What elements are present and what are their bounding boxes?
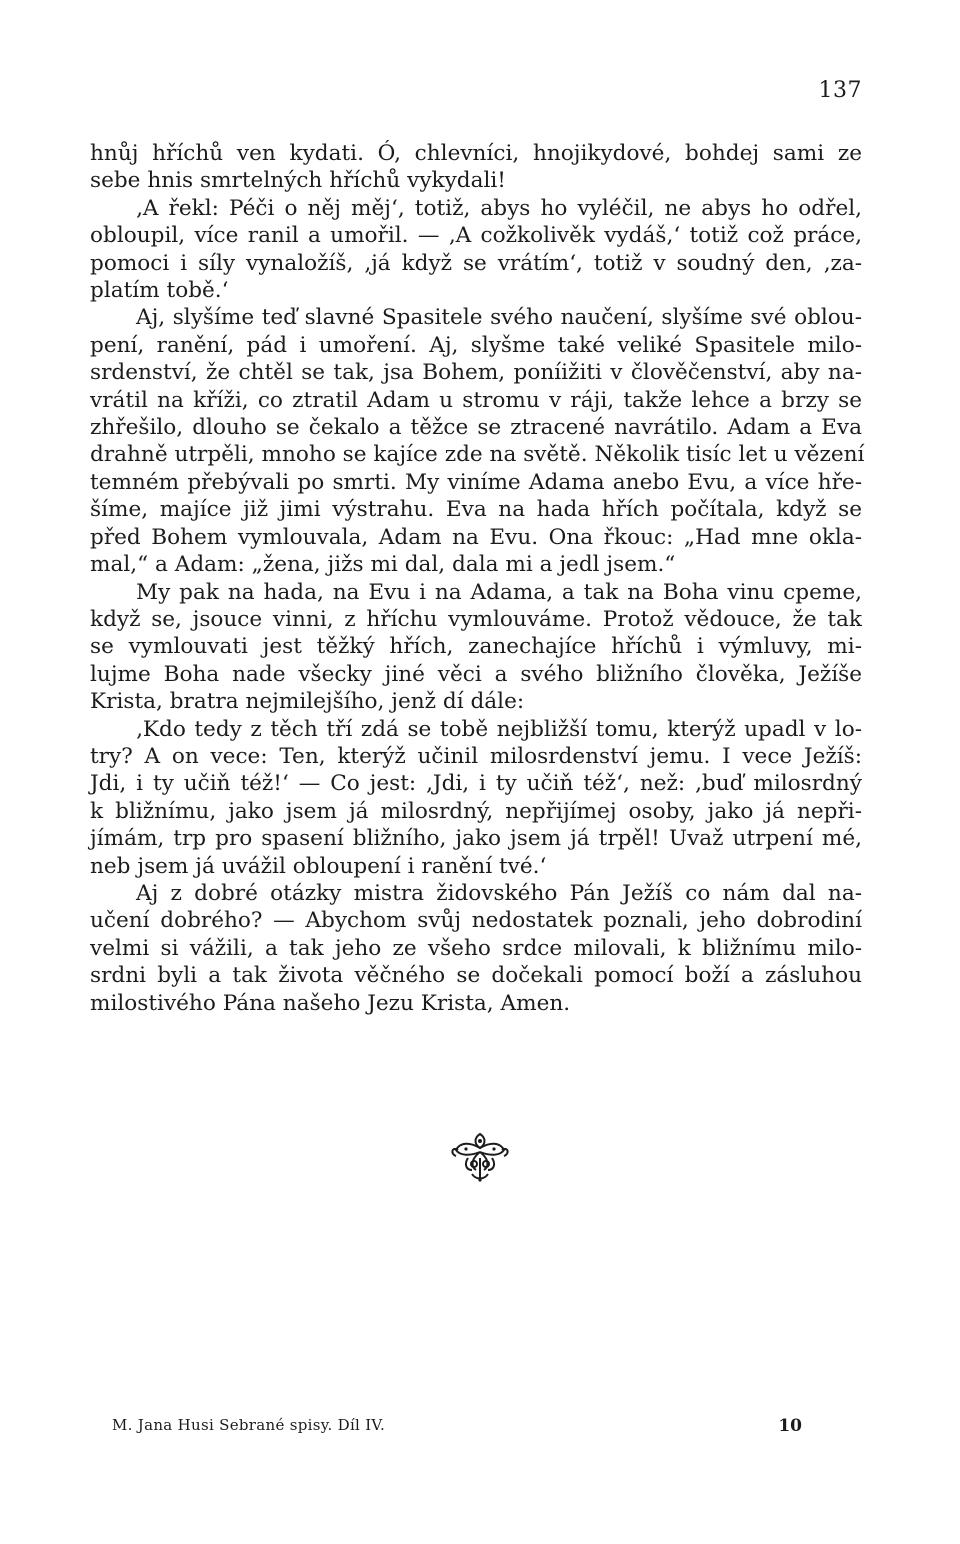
text-line: se vymlouvati jest těžký hřích, zanechajíce hříchů i výmluvy, mi-: [90, 634, 862, 660]
text-line: šíme, majíce již jimi výstrahu. Eva na hada hřích počítala, když se: [90, 497, 862, 523]
text-line: Krista, bratra nejmilejšího, jenž dí dále:: [90, 689, 525, 715]
text-line: pení, ranění, pád i umoření. Aj, slyšme také veliké Spasitele milo-: [90, 332, 862, 358]
text-line: neb jsem já uvážil obloupení i ranění tvé.‘: [90, 853, 547, 879]
text-line: pomoci i síly vynaložíš, ‚já když se vrátím‘, totiž v soudný den, ‚za-: [90, 250, 862, 276]
text-line: učení dobrého? — Abychom svůj nedostatek poznali, jeho dobrodiní: [90, 908, 862, 934]
text-line: milostivého Pána našeho Jezu Krista, Amen.: [90, 990, 571, 1016]
footer-sheet-number: 10: [778, 1416, 802, 1436]
text-line: když se, jsouce vinni, z hříchu vymlouváme. Protož vědouce, že tak: [90, 606, 862, 632]
paragraph: [90, 880, 862, 1017]
text-line: vrátil na kříži, co ztratil Adam u stromu v ráji, takže lehce a brzy se: [90, 387, 862, 413]
text-line: obloupil, více ranil a umořil. — ‚A cožkolivěk vydáš,‘ totiž což práce,: [90, 223, 862, 249]
text-line: lujme Boha nade všecky jiné věci a svého bližního člověka, Ježíše: [90, 661, 862, 687]
paragraph: [90, 716, 862, 880]
text-line: My pak na hada, na Evu i na Adama, a tak na Boha vinu cpeme,: [136, 579, 862, 605]
text-line: mal,“ a Adam: „žena, jižs mi dal, dala mi a jedl jsem.“: [90, 552, 676, 578]
text-line: try? A on vece: Ten, kterýž učinil milosrdenství jemu. I vece Ježíš:: [90, 743, 862, 769]
paragraph: [90, 304, 865, 578]
text-line: ‚Kdo tedy z těch tří zdá se tobě nejbližší tomu, kterýž upadl v lo-: [136, 716, 862, 742]
paragraph: [90, 579, 862, 716]
text-line: sebe hnis smrtelných hříchů vykydali!: [90, 168, 506, 194]
text-line: temném přebývali po smrti. My viníme Adama anebo Evu, a více hře-: [90, 469, 862, 495]
paragraph: [90, 195, 862, 305]
text-line: ‚A řekl: Péči o něj měj‘, totiž, abys ho vyléčil, ne abys ho odřel,: [136, 195, 862, 221]
page-number: 137: [818, 78, 862, 103]
text-line: velmi si vážili, a tak jeho ze všeho srdce milovali, k bližnímu milo-: [90, 935, 862, 961]
text-line: srdenství, že chtěl se tak, jsa Bohem, poníižiti v člověčenství, aby na-: [90, 360, 862, 386]
floral-ornament-icon: [448, 1128, 512, 1184]
text-line: jímám, trp pro spasení bližního, jako jsem já trpěl! Uvaž utrpení mé,: [90, 826, 862, 852]
text-line: hnůj hříchů ven kydati. Ó, chlevníci, hnojikydové, bohdej sami ze: [90, 141, 862, 166]
text-line: platím tobě.‘: [90, 278, 229, 304]
text-line: k bližnímu, jako jsem já milosrdný, nepřijímej osoby, jako já nepři-: [90, 798, 862, 824]
text-line: drahně utrpěli, mnoho se kajíce zde na světě. Několik tisíc let u vězení: [90, 442, 865, 468]
text-line: Jdi, i ty učiň též!‘ — Co jest: ‚Jdi, i ty učiň též‘, než: ‚buď milosrdný: [90, 771, 862, 797]
body-text: [90, 140, 865, 1017]
footer-signature: M. Jana Husi Sebrané spisy. Díl IV.: [112, 1416, 386, 1434]
text-line: Aj z dobré otázky mistra židovského Pán Ježíš co nám dal na-: [136, 880, 862, 906]
paragraph: [90, 140, 862, 195]
text-line: Aj, slyšíme teď slavné Spasitele svého naučení, slyšíme své oblou-: [136, 305, 862, 331]
text-line: zhřešilo, dlouho se čekalo a těžce se ztracené navrátilo. Adam a Eva: [90, 415, 862, 441]
text-line: před Bohem vymlouvala, Adam na Evu. Ona řkouc: „Had mne okla-: [90, 524, 862, 550]
text-line: srdni byli a tak života věčného se dočekali pomocí boží a zásluhou: [90, 963, 862, 989]
